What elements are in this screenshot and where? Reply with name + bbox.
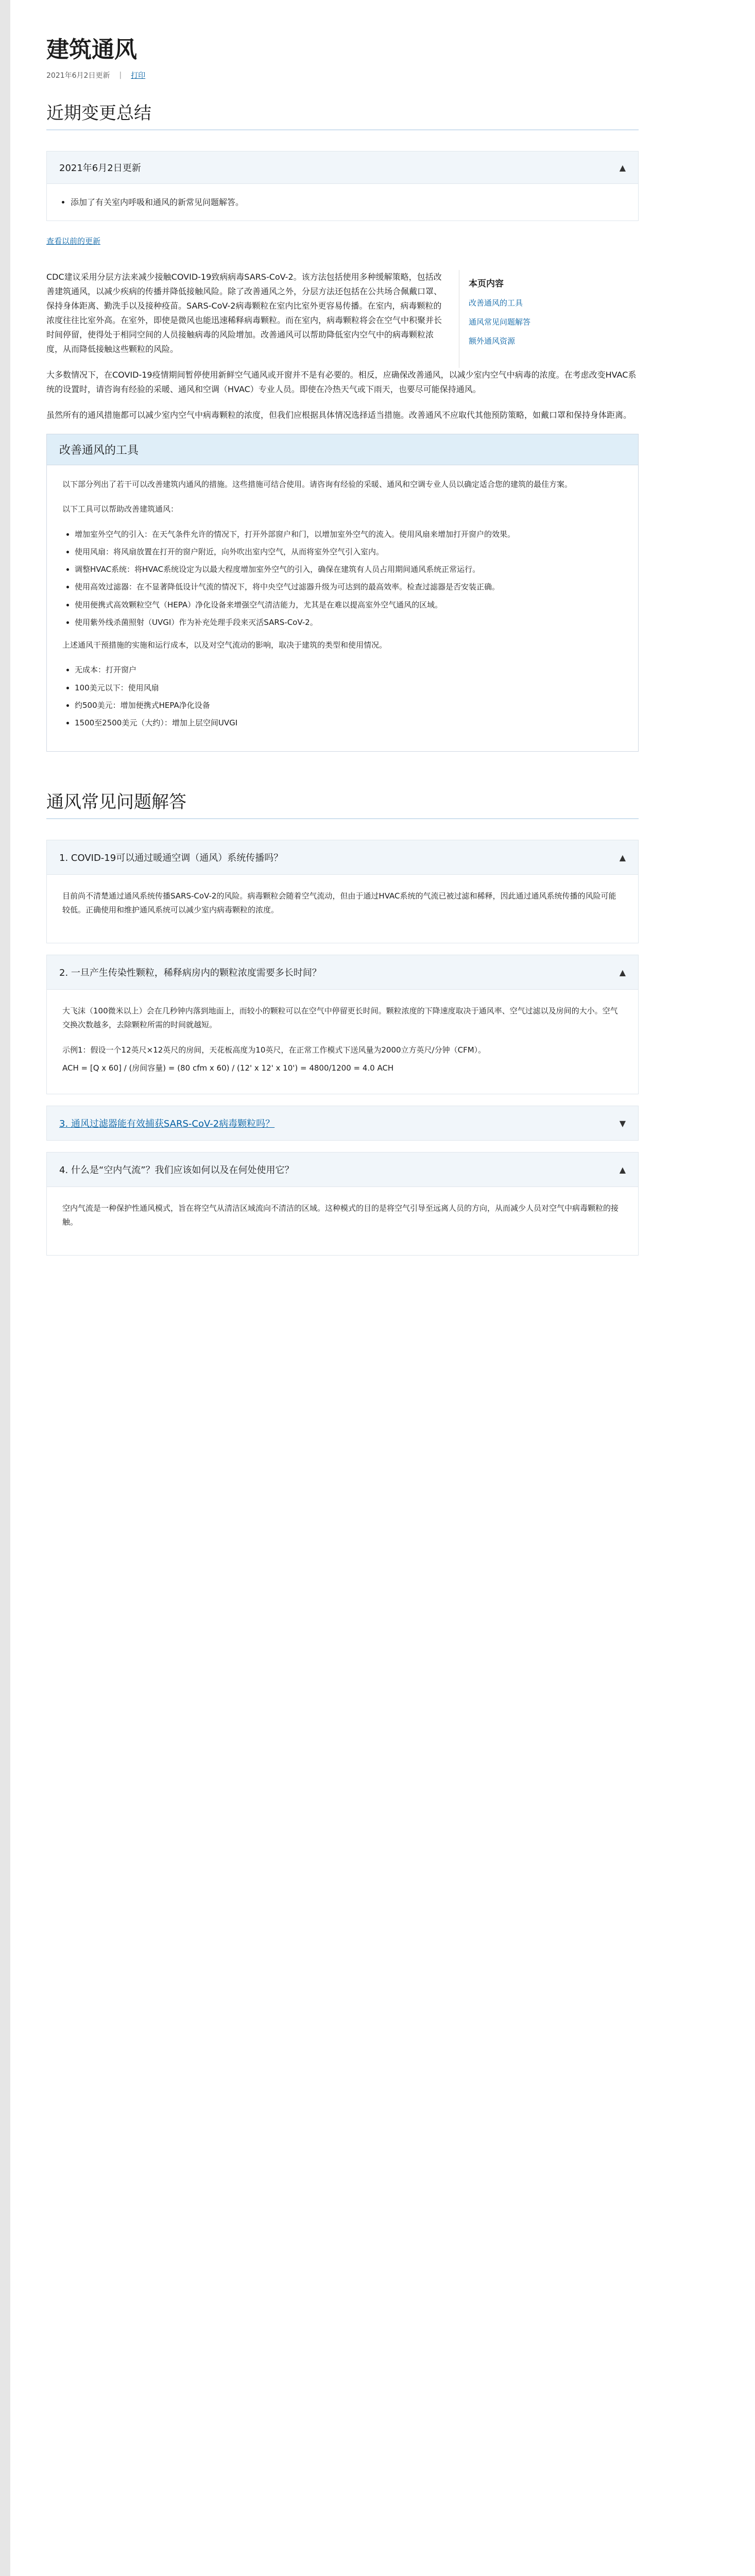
faq-1-question: 1. COVID-19可以通过暖通空调（通风）系统传播吗？ <box>59 853 283 864</box>
tools-lead: 以下工具可以帮助改善建筑通风： <box>62 504 179 514</box>
chevron-up-icon[interactable]: ▲ <box>619 1164 626 1175</box>
print-link[interactable]: 打印 <box>131 72 146 80</box>
tools-intro: 以下部分列出了若干可以改善建筑内通风的措施。这些措施可结合使用。请咨询有经验的采暖、通风和空调专业人员以确定适合您的建筑的最佳方案。 <box>62 480 573 489</box>
tools-list <box>62 528 623 630</box>
faq-4-question: 4. 什么是“空内气流”？我们应该如何以及在何处使用它？ <box>59 1165 294 1176</box>
on-this-page-item-tools[interactable]: 改善通风的工具 <box>469 298 523 308</box>
tool-item: • 调整HVAC系统：将HVAC系统设定为以最大程度增加室外空气的引入，确保在建筑有人员占用期间通风系统正常运行。 <box>75 563 623 576</box>
faq-3-question[interactable]: 3. 通风过滤器能有效捕获SARS-CoV-2病毒颗粒吗？ <box>59 1118 275 1130</box>
chevron-up-icon[interactable]: ▲ <box>619 162 626 173</box>
section-faq: 通风常见问题解答 <box>46 788 639 819</box>
faq-2-header[interactable] <box>46 955 639 990</box>
chevron-down-icon[interactable]: ▼ <box>619 1118 626 1128</box>
section-recent-changes: 近期变更总结 <box>46 99 639 130</box>
tool-item: • 使用风扇：将风扇放置在打开的窗户附近，向外吹出室内空气，从而将室外空气引入室内。 <box>75 545 623 558</box>
intro-main <box>46 270 447 368</box>
on-this-page-title: 本页内容 <box>469 279 504 290</box>
tool-item: • 使用紫外线杀菌照射（UVGI）作为补充处理手段来灭活SARS-CoV-2。 <box>75 616 623 629</box>
update-accordion-header[interactable] <box>46 151 639 184</box>
paragraph-3: 虽然所有的通风措施都可以减少室内空气中病毒颗粒的浓度，但我们应根据具体情况选择适当措施。改善通风不应取代其他预防策略，如戴口罩和保持身体距离。 <box>46 410 632 420</box>
on-this-page <box>459 270 639 368</box>
faq-2-example: 示例1：假设一个12英尺×12英尺的房间，天花板高度为10英尺，在正常工作模式下送风量为2000立方英尺/分钟（CFM）。 <box>62 1045 486 1055</box>
page-title: 建筑通风 <box>46 37 137 63</box>
tools-box <box>46 434 639 752</box>
faq-4-header[interactable] <box>46 1152 639 1187</box>
faq-1-answer: 目前尚不清楚通过通风系统传播SARS-CoV-2的风险。病毒颗粒会随着空气流动，但由于通过HVAC系统的气流已被过滤和稀释，因此通过通风系统传播的风险可能较低。正确使用和维护通风系统可以减少室内病毒颗粒的浓度。 <box>62 891 616 915</box>
separator: | <box>119 71 122 79</box>
tool-item: • 增加室外空气的引入：在天气条件允许的情况下，打开外部窗户和门，以增加室外空气的流入。使用风扇来增加打开窗户的效果。 <box>75 528 623 541</box>
tools-closing: 上述通风干预措施的实施和运行成本，以及对空气流动的影响，取决于建筑的类型和使用情况。 <box>62 640 387 650</box>
page-meta <box>46 70 639 80</box>
faq-1-header[interactable] <box>46 840 639 875</box>
updated-date: 2021年6月2日更新 <box>46 72 110 80</box>
tools-box-body <box>47 465 638 751</box>
intro-paragraph: CDC建议采用分层方法来减少接触COVID-19致病病毒SARS-CoV-2。该方法包括使用多种缓解策略，包括改善建筑通风，以减少疾病的传播并降低接触风险。除了改善通风之外，分层方法还包括在公共场合佩戴口罩、保持身体距离、勤洗手以及接种疫苗。SARS-CoV-2病毒颗粒在室内比室外更容易传播。在室内，病毒颗粒的浓度往往比室外高。在室外，即使是微风也能迅速稀释病毒颗粒。而在室内，病毒颗粒将会在空气中积聚并长时间停留，使得处于相同空间的人员接触病毒的风险增加。改善通风可以帮助降低室内空气中的病毒颗粒浓度，从而降低接触这些颗粒的风险。 <box>46 272 442 354</box>
tool-item: • 使用高效过滤器：在不显著降低设计气流的情况下，将中央空气过滤器升级为可达到的最高效率。检查过滤器是否安装正确。 <box>75 580 623 594</box>
main-content <box>46 0 639 1256</box>
faq-2-body <box>46 990 639 1094</box>
update-accordion-body <box>46 184 639 221</box>
faq-2-question: 2. 一旦产生传染性颗粒，稀释病房内的颗粒浓度需要多长时间？ <box>59 968 321 979</box>
faq-3-header[interactable] <box>46 1106 639 1141</box>
previous-updates-link[interactable]: 查看以前的更新 <box>46 236 101 246</box>
tools-box-title: 改善通风的工具 <box>47 434 638 465</box>
on-this-page-item-resources[interactable]: 额外通风资源 <box>469 336 516 346</box>
tools-costs <box>62 663 623 730</box>
cost-item: • 100美元以下：使用风扇 <box>75 681 623 694</box>
left-sidebar-bar <box>0 0 10 2576</box>
faq-4-body <box>46 1187 639 1256</box>
cost-item: • 约500美元：增加便携式HEPA净化设备 <box>75 699 623 712</box>
intro-columns <box>46 270 639 368</box>
on-this-page-item-faq[interactable]: 通风常见问题解答 <box>469 317 531 327</box>
tool-item: • 使用便携式高效颗粒空气（HEPA）净化设备来增强空气清洁能力，尤其是在难以提高室外空气通风的区域。 <box>75 598 623 612</box>
cost-item: • 1500至2500美元（大约）：增加上层空间UVGI <box>75 716 623 730</box>
faq-1-body <box>46 875 639 943</box>
update-accordion-title: 2021年6月2日更新 <box>59 163 141 174</box>
faq-2-formula: ACH = [Q x 60] / (房间容量) = (80 cfm x 60) / (12' x 12' x 10') = 4800/1200 = 4.0 ACH <box>62 1063 394 1073</box>
cost-item: • 无成本：打开窗户 <box>75 663 623 676</box>
chevron-up-icon[interactable]: ▲ <box>619 852 626 862</box>
paragraph-2: 大多数情况下，在COVID-19疫情期间暂停使用新鲜空气通风或开窗并不是有必要的。相反，应确保改善通风，以减少室内空气中病毒的浓度。在考虑改变HVAC系统的设置时，请咨询有经验的采暖、通风和空调（HVAC）专业人员。即使在冷热天气或下雨天，也要尽可能保持通风。 <box>46 370 637 395</box>
update-bullet: • 添加了有关室内呼吸和通风的新常见问题解答。 <box>71 195 626 209</box>
faq-2-answer: 大飞沫（100微米以上）会在几秒钟内落到地面上，而较小的颗粒可以在空气中停留更长时间。颗粒浓度的下降速度取决于通风率、空气过滤以及房间的大小。空气交换次数越多，去除颗粒所需的时间就越短。 <box>62 1006 618 1030</box>
chevron-up-icon[interactable]: ▲ <box>619 967 626 977</box>
faq-4-answer: 空内气流是一种保护性通风模式，旨在将空气从清洁区域流向不清洁的区域。这种模式的目的是将空气引导至远离人员的方向，从而减少人员对空气中病毒颗粒的接触。 <box>62 1204 619 1227</box>
